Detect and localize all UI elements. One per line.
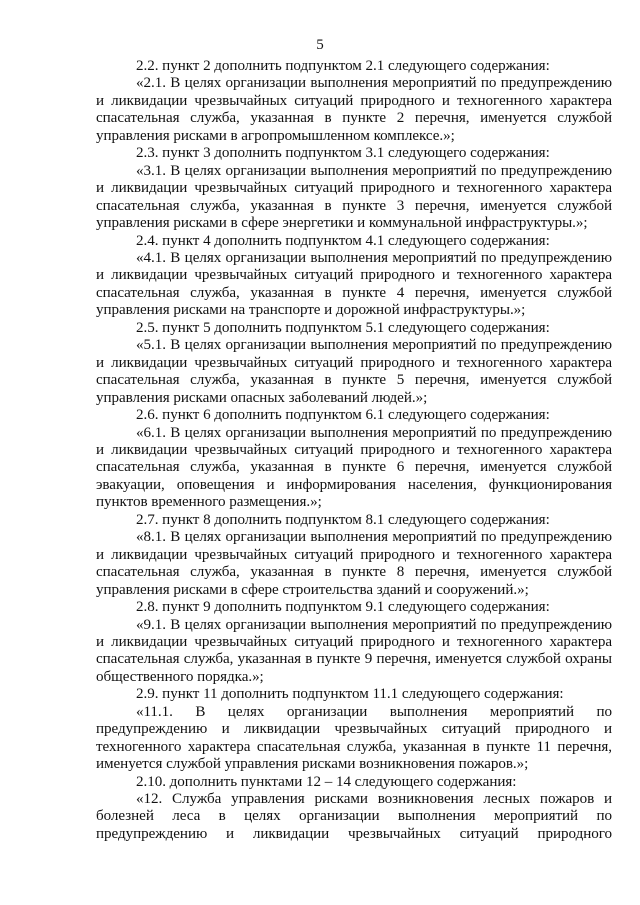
paragraph-2-3: 2.3. пункт 3 дополнить подпунктом 3.1 следующего содержания: (136, 145, 550, 162)
paragraph-2-6: 2.6. пункт 6 дополнить подпунктом 6.1 следующего содержания: (136, 407, 550, 424)
paragraph-2-2: 2.2. пункт 2 дополнить подпунктом 2.1 следующего содержания: (136, 58, 550, 74)
document-body (96, 58, 612, 843)
paragraph-6-1-text: «6.1. В целях организации выполнения мероприятий по предупреждению и ликвидации чрезвычайных ситуаций природного и техногенного характера спасательная служба, указанная в пункте 6 перечня, именуется службой эвакуации, оповещения и информирования населения, функционирования пунктов временного размещения.»; (96, 424, 612, 511)
paragraph-9-1-text: «9.1. В целях организации выполнения мероприятий по предупреждению и ликвидации чрезвычайных ситуаций природного и техногенного характера спасательная служба, указанная в пункте 9 перечня, именуется службой охраны общественного порядка.»; (96, 616, 612, 685)
paragraph-2-10: 2.10. дополнить пунктами 12 – 14 следующего содержания: (136, 773, 517, 790)
paragraph-2-8: 2.8. пункт 9 дополнить подпунктом 9.1 следующего содержания: (136, 599, 550, 616)
paragraph-2-5: 2.5. пункт 5 дополнить подпунктом 5.1 следующего содержания: (136, 319, 550, 336)
paragraph-5-1-text: «5.1. В целях организации выполнения мероприятий по предупреждению и ликвидации чрезвычайных ситуаций природного и техногенного характера спасательная служба, указанная в пункте 5 перечня, именуется службой управления рисками опасных заболеваний людей.»; (96, 337, 612, 406)
paragraph-2-4: 2.4. пункт 4 дополнить подпунктом 4.1 следующего содержания: (136, 232, 550, 249)
paragraph-2-1-text: «2.1. В целях организации выполнения мероприятий по предупреждению и ликвидации чрезвычайных ситуаций природного и техногенного характера спасательная служба, указанная в пункте 2 перечня, именуется службой управления рисками в агропромышленном комплексе.»; (96, 75, 612, 144)
page-number: 5 (316, 37, 324, 53)
paragraph-11-1-text: «11.1. В целях организации выполнения мероприятий по предупреждению и ликвидации чрезвычайных ситуаций природного и техногенного характера спасательная служба, указанная в пункте 11 перечня, именуется службой управления рисками возникновения пожаров.»; (96, 703, 612, 773)
paragraph-4-1-text: «4.1. В целях организации выполнения мероприятий по предупреждению и ликвидации чрезвычайных ситуаций природного и техногенного характера спасательная служба, указанная в пункте 4 перечня, именуется службой управления рисками на транспорте и дорожной инфраструктуры.»; (96, 249, 612, 319)
paragraph-3-1-text: «3.1. В целях организации выполнения мероприятий по предупреждению и ликвидации чрезвычайных ситуаций природного и техногенного характера спасательная служба, указанная в пункте 3 перечня, именуется службой управления рисками в сфере энергетики и коммунальной инфраструктуры.»; (96, 162, 612, 232)
paragraph-8-1-text: «8.1. В целях организации выполнения мероприятий по предупреждению и ликвидации чрезвычайных ситуаций природного и техногенного характера спасательная служба, указанная в пункте 8 перечня, именуется службой управления рисками в сфере строительства зданий и сооружений.»; (96, 529, 612, 598)
paragraph-12-text: «12. Служба управления рисками возникновения лесных пожаров и болезней леса в целях организации выполнения мероприятий по предупреждению и ликвидации чрезвычайных ситуаций природного (96, 791, 612, 842)
paragraph-2-7: 2.7. пункт 8 дополнить подпунктом 8.1 следующего содержания: (136, 511, 550, 528)
paragraph-2-9: 2.9. пункт 11 дополнить подпунктом 11.1 следующего содержания: (136, 686, 564, 703)
